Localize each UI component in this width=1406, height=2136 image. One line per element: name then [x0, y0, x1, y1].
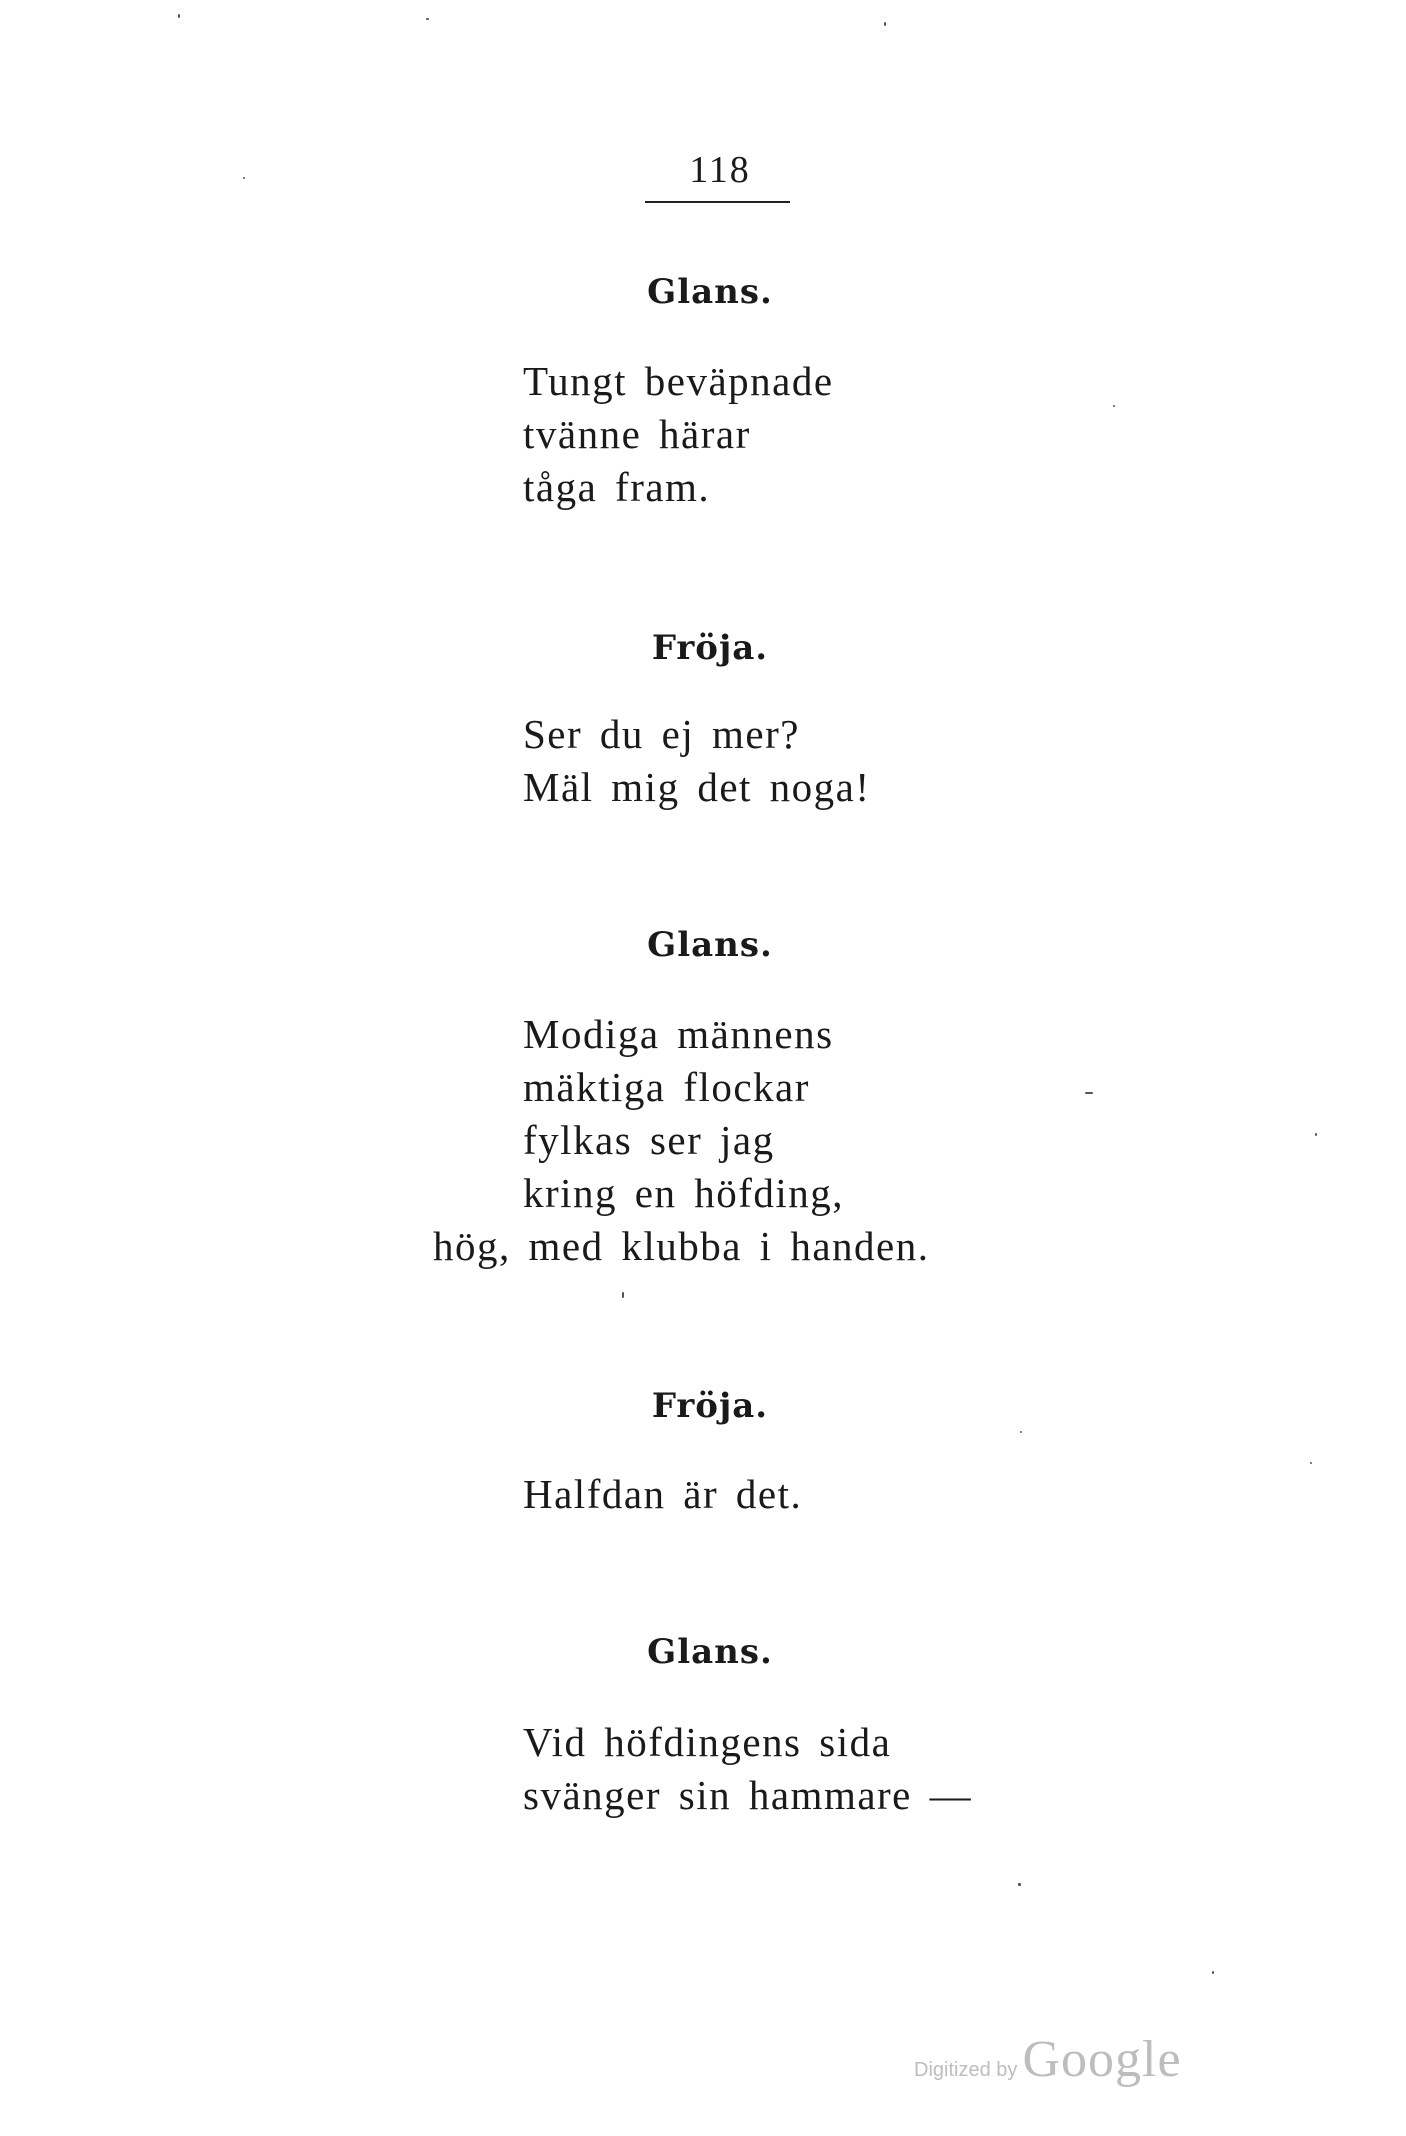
- scan-speck: [178, 14, 180, 18]
- verse-line: Halfdan är det.: [523, 1471, 803, 1517]
- verse-stanza: [523, 355, 834, 514]
- speaker-name: Fröja.: [651, 1386, 769, 1426]
- page-number: 118: [689, 149, 751, 191]
- scan-speck: [1212, 1971, 1214, 1974]
- scan-speck: [884, 22, 886, 26]
- scan-speck: [1020, 1431, 1022, 1433]
- watermark-logo: Google: [1022, 2031, 1182, 2088]
- verse-line: tvänne härar: [523, 411, 751, 457]
- verse-line: mäktiga flockar: [523, 1064, 810, 1110]
- verse-line: Modiga männens: [523, 1011, 834, 1057]
- verse-line: kring en höfding,: [523, 1170, 845, 1216]
- verse-line: Mäl mig det noga!: [523, 764, 871, 810]
- scan-speck: [1310, 1462, 1312, 1464]
- verse-line: tåga fram.: [523, 464, 711, 510]
- verse-stanza: [523, 708, 871, 814]
- verse-line: Tungt beväpnade: [523, 358, 834, 404]
- verse-stanza: [433, 1008, 930, 1273]
- verse-line: hög, med klubba i handen.: [433, 1223, 930, 1269]
- scan-speck: [622, 1292, 624, 1298]
- scan-speck: [1315, 1133, 1317, 1136]
- speaker-name: Glans.: [647, 925, 773, 965]
- scan-speck: [1085, 1092, 1093, 1094]
- scan-speck: [1018, 1883, 1021, 1886]
- page-number-rule: [645, 201, 790, 203]
- scan-speck: [243, 177, 245, 179]
- scan-speck: [1113, 405, 1115, 407]
- verse-stanza: [523, 1716, 972, 1822]
- verse-line: Vid höfdingens sida: [523, 1719, 892, 1765]
- speaker-name: Glans.: [647, 1632, 773, 1672]
- speaker-name: Fröja.: [651, 628, 769, 668]
- speaker-name: Glans.: [647, 272, 773, 312]
- verse-line: fylkas ser jag: [523, 1117, 775, 1163]
- verse-line: svänger sin hammare —: [523, 1772, 973, 1818]
- verse-stanza: [523, 1468, 802, 1521]
- scan-speck: [426, 18, 429, 20]
- watermark-prefix: Digitized by: [914, 2059, 1018, 2081]
- digitized-watermark: [914, 2030, 1182, 2089]
- verse-line: Ser du ej mer?: [523, 711, 800, 757]
